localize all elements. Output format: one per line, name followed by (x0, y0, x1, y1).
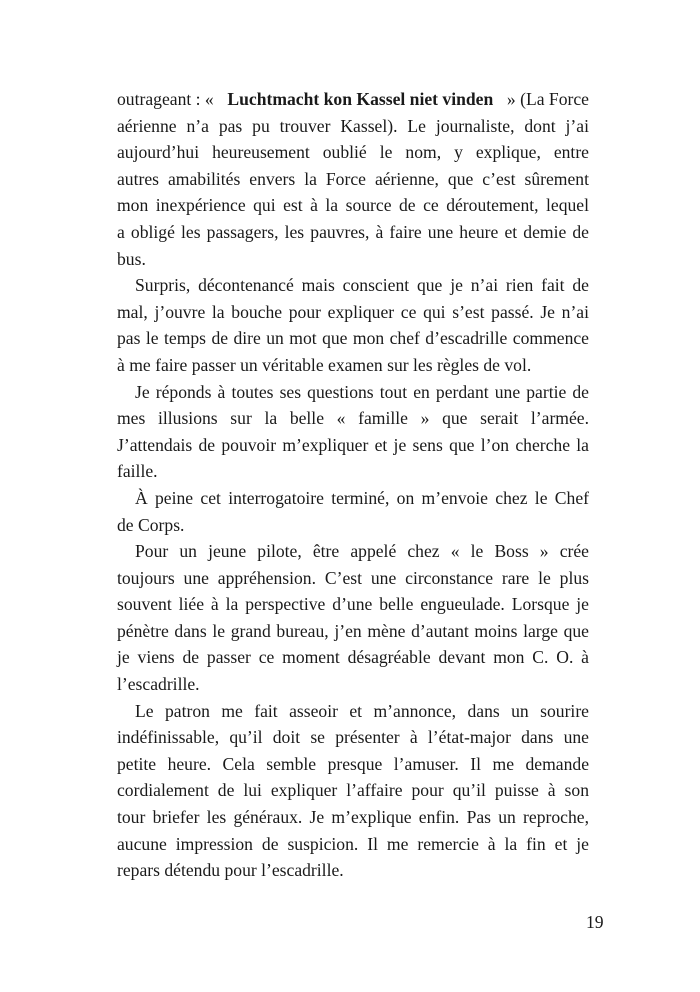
page-number: 19 (586, 912, 604, 932)
text-line: mes illusions sur la belle « famille » que serait l’armée. (117, 408, 589, 429)
text-line: de Corps. (117, 514, 185, 535)
text-line: pas le temps de dire un mot que mon chef d’escadrille commence (117, 328, 589, 349)
body-text (117, 86, 589, 884)
text-line: aérienne n’a pas pu trouver Kassel). Le journaliste, dont j’ai (117, 115, 589, 136)
text-line: J’attendais de pouvoir m’expliquer et je sens que l’on cherche la (117, 434, 589, 455)
text-line: À peine cet interrogatoire terminé, on m’envoie chez le Chef (135, 487, 589, 508)
text-line: aujourd’hui heureusement oublié le nom, y explique, entre (117, 142, 589, 163)
bold-title: Luchtmacht kon Kassel niet vinden (227, 89, 494, 109)
text-line: mal, j’ouvre la bouche pour expliquer ce qui s’est passé. Je n’ai (117, 301, 589, 322)
text-line: repars détendu pour l’escadrille. (117, 860, 344, 881)
text-line: l’escadrille. (117, 674, 200, 695)
text-line: autres amabilités envers la Force aérienne, que c’est sûrement (117, 168, 589, 189)
text-line: Pour un jeune pilote, être appelé chez « le Boss » crée (135, 541, 589, 562)
text-line: Surpris, décontenancé mais conscient que je n’ai rien fait de (135, 275, 589, 296)
paragraphs (117, 113, 589, 884)
text-line: mon inexpérience qui est à la source de ce déroutement, lequel (117, 195, 589, 216)
text-segment: outrageant : « (117, 89, 214, 109)
text-segment: » (La Force (506, 89, 589, 109)
text-line: tour briefer les généraux. Je m’explique enfin. Pas un reproche, (117, 807, 589, 828)
text-line: cordialement de lui expliquer l’affaire pour qu’il puisse à son (117, 780, 589, 801)
text-line: a obligé les passagers, les pauvres, à faire une heure et demie de (117, 221, 589, 242)
text-line: Je réponds à toutes ses questions tout en perdant une partie de (135, 381, 589, 402)
text-line: faille. (117, 461, 158, 482)
text-line: Le patron me fait asseoir et m’annonce, dans un sourire (135, 700, 589, 721)
text-line: toujours une appréhension. C’est une circonstance rare le plus (117, 567, 589, 588)
text-line (117, 86, 589, 113)
text-line: aucune impression de suspicion. Il me remercie à la fin et je (117, 833, 589, 854)
text-line: petite heure. Cela semble presque l’amuser. Il me demande (117, 753, 589, 774)
text-line: pénètre dans le grand bureau, j’en mène d’autant moins large que (117, 620, 589, 641)
text-line: souvent liée à la perspective d’une belle engueulade. Lorsque je (117, 594, 589, 615)
text-line: bus. (117, 248, 146, 269)
text-line: indéfinissable, qu’il doit se présenter à l’état-major dans une (117, 727, 589, 748)
text-line: je viens de passer ce moment désagréable devant mon C. O. à (117, 647, 589, 668)
text-line: à me faire passer un véritable examen sur les règles de vol. (117, 354, 532, 375)
